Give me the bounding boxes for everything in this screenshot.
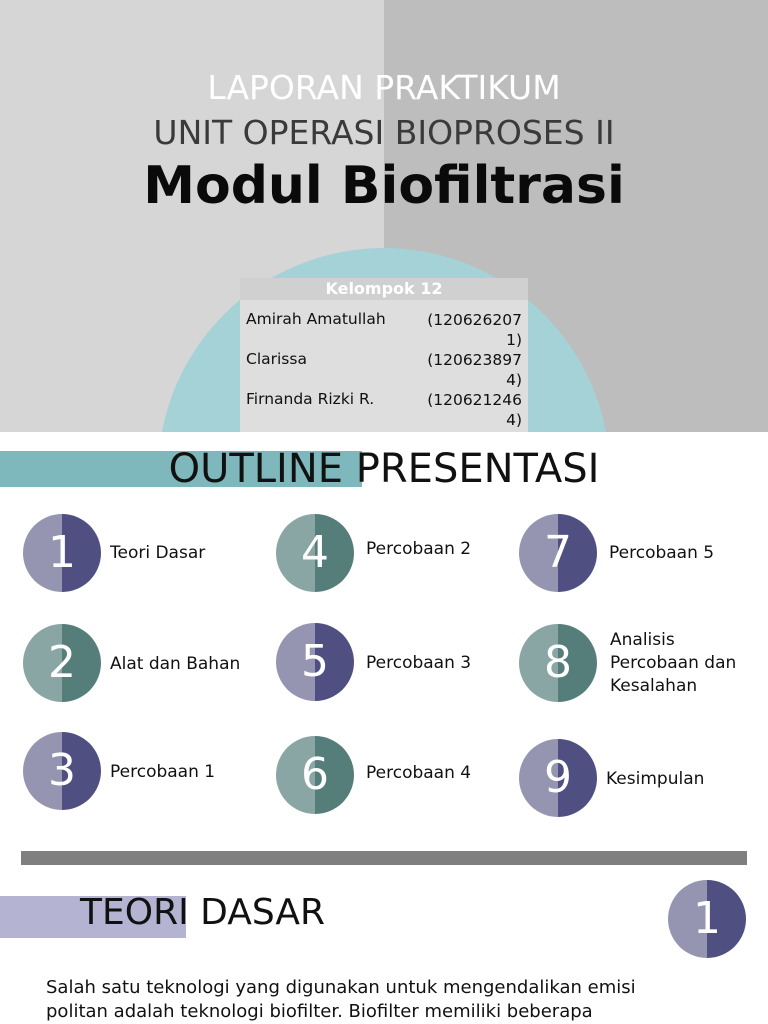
outline-item-label: Percobaan 3 (366, 653, 472, 673)
member-id-part: (120626207 (427, 311, 522, 329)
outline-item-label: Percobaan 4 (366, 763, 472, 783)
member-id-part: 4) (506, 411, 522, 429)
teori-title: TEORI DASAR (80, 892, 326, 933)
number-digit: 5 (301, 636, 329, 687)
slide-divider (21, 851, 747, 865)
group-members-table (240, 278, 528, 432)
course-title: UNIT OPERASI BIOPROSES II (153, 113, 615, 152)
member-id (412, 390, 522, 430)
teori-body-line: Salah satu teknologi yang digunakan untuk mengendalikan emisi (46, 977, 636, 998)
outline-item-label: Teori Dasar (110, 543, 206, 563)
number-digit: 1 (48, 527, 76, 578)
number-digit: 2 (48, 637, 76, 688)
member-id-part: (120623897 (427, 351, 522, 369)
number-circle (668, 880, 746, 958)
outline-slide (0, 432, 768, 850)
group-label: Kelompok 12 (240, 278, 528, 300)
outline-title: OUTLINE PRESENTASI (168, 446, 600, 492)
number-digit: 7 (544, 527, 572, 578)
outline-item-label: Percobaan 1 (110, 762, 216, 782)
outline-item-label: Kesimpulan (606, 769, 705, 789)
outline-item-label: Percobaan 2 (366, 539, 472, 559)
number-circle (23, 624, 101, 702)
title-slide (0, 0, 768, 432)
outline-item-label: Alat dan Bahan (110, 654, 241, 674)
number-circle (519, 514, 597, 592)
outline-item-label-line: Kesalahan (610, 676, 698, 696)
teori-body-line: politan adalah teknologi biofilter. Biofilter memiliki beberapa (46, 1001, 593, 1022)
member-id (412, 350, 522, 390)
number-circle (276, 736, 354, 814)
member-name: Clarissa (246, 350, 307, 368)
number-circle (276, 623, 354, 701)
number-digit: 9 (544, 752, 572, 803)
outline-item-label (610, 629, 736, 698)
teori-dasar-slide (0, 866, 768, 1024)
module-title: Modul Biofiltrasi (143, 156, 625, 216)
number-digit: 8 (544, 637, 572, 688)
outline-item-label: Percobaan 5 (609, 543, 715, 563)
number-digit: 1 (693, 893, 721, 944)
number-digit: 4 (301, 527, 329, 578)
number-circle (519, 739, 597, 817)
member-id-part: 4) (506, 371, 522, 389)
member-name: Amirah Amatullah (246, 310, 386, 328)
member-id-part: (120621246 (427, 391, 522, 409)
teori-body-text (46, 976, 746, 1024)
number-circle (276, 514, 354, 592)
outline-item-label-line: Percobaan dan (610, 653, 737, 673)
number-digit: 3 (48, 745, 76, 796)
number-circle (23, 514, 101, 592)
number-circle (519, 624, 597, 702)
outline-item-label-line: Analisis (610, 630, 675, 650)
member-name: Firnanda Rizki R. (246, 390, 375, 408)
member-id (412, 310, 522, 350)
number-circle (23, 732, 101, 810)
member-id-part: 1) (506, 331, 522, 349)
number-digit: 6 (301, 749, 329, 800)
report-title: LAPORAN PRAKTIKUM (207, 68, 561, 107)
